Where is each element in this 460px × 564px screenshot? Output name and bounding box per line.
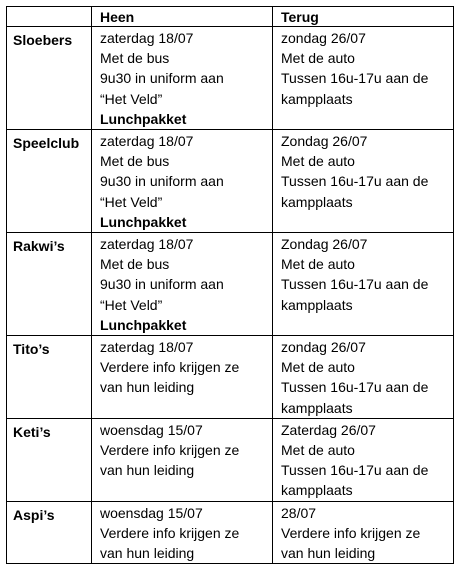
terug-line: kampplaats [281, 399, 353, 416]
table-row [7, 27, 454, 130]
terug-line: Met de auto [281, 359, 355, 376]
terug-cell [273, 130, 454, 233]
terug-line: Verdere info krijgen ze [281, 524, 421, 541]
heen-line: Met de bus [100, 153, 170, 170]
group-name: Rakwi’s [7, 233, 92, 336]
heen-line: Verdere info krijgen ze [100, 524, 240, 541]
table-row [7, 418, 454, 501]
table-row [7, 336, 454, 419]
camp-travel-table [6, 6, 454, 564]
group-name: Aspi’s [7, 501, 92, 564]
heen-line: Verdere info krijgen ze [100, 442, 240, 459]
terug-cell [273, 418, 454, 501]
lunchpakket-note: Lunchpakket [100, 110, 187, 127]
header-heen: Heen [92, 7, 273, 27]
heen-line: van hun leiding [100, 379, 195, 396]
table-row [7, 130, 454, 233]
heen-line: woensdag 15/07 [100, 504, 203, 521]
heen-line: Met de bus [100, 50, 170, 67]
heen-line: zaterdag 18/07 [100, 30, 194, 46]
terug-line: Met de auto [281, 50, 355, 67]
heen-line: van hun leiding [100, 462, 195, 479]
group-name: Keti’s [7, 418, 92, 501]
heen-cell [92, 418, 273, 501]
heen-line: zaterdag 18/07 [100, 133, 194, 150]
heen-line: zaterdag 18/07 [100, 236, 194, 253]
terug-line: kampplaats [281, 296, 353, 313]
terug-line: zondag 26/07 [281, 30, 366, 46]
terug-line: Tussen 16u-17u aan de [281, 173, 429, 190]
heen-line: Met de bus [100, 256, 170, 273]
heen-line: Verdere info krijgen ze [100, 359, 240, 376]
terug-line: Tussen 16u-17u aan de [281, 70, 429, 87]
terug-line: Tussen 16u-17u aan de [281, 276, 429, 293]
terug-line: van hun leiding [281, 545, 376, 562]
terug-line: Zondag 26/07 [281, 133, 368, 150]
terug-line: zondag 26/07 [281, 339, 366, 356]
lunchpakket-note: Lunchpakket [100, 213, 187, 230]
table-row [7, 501, 454, 564]
heen-line: 9u30 in uniform aan [100, 276, 224, 293]
table-header-row [7, 7, 454, 27]
terug-line: Met de auto [281, 153, 355, 170]
heen-cell [92, 130, 273, 233]
heen-cell [92, 27, 273, 130]
terug-cell [273, 27, 454, 130]
terug-line: Zondag 26/07 [281, 236, 368, 253]
heen-line: zaterdag 18/07 [100, 339, 194, 356]
group-name: Speelclub [7, 130, 92, 233]
heen-line: 9u30 in uniform aan [100, 173, 224, 190]
header-terug: Terug [273, 7, 454, 27]
terug-line: Met de auto [281, 256, 355, 273]
terug-line: kampplaats [281, 193, 353, 210]
group-name: Sloebers [7, 27, 92, 130]
terug-line: Tussen 16u-17u aan de [281, 379, 429, 396]
terug-line: 28/07 [281, 504, 317, 521]
heen-line: “Het Veld” [100, 90, 163, 107]
terug-line: Tussen 16u-17u aan de [281, 462, 429, 479]
lunchpakket-note: Lunchpakket [100, 316, 187, 333]
terug-line: Zaterdag 26/07 [281, 421, 376, 438]
terug-line: kampplaats [281, 482, 353, 499]
heen-line: “Het Veld” [100, 193, 163, 210]
heen-line: 9u30 in uniform aan [100, 70, 224, 87]
heen-cell [92, 233, 273, 336]
heen-cell [92, 336, 273, 419]
terug-line: Met de auto [281, 442, 355, 459]
terug-cell [273, 501, 454, 564]
heen-line: van hun leiding [100, 545, 195, 562]
terug-cell [273, 233, 454, 336]
text-cursor [6, 556, 7, 562]
heen-cell [92, 501, 273, 564]
heen-line: woensdag 15/07 [100, 421, 203, 438]
heen-line: “Het Veld” [100, 296, 163, 313]
terug-line: kampplaats [281, 90, 353, 107]
terug-cell [273, 336, 454, 419]
table-row [7, 233, 454, 336]
header-group [7, 7, 92, 27]
group-name: Tito’s [7, 336, 92, 419]
